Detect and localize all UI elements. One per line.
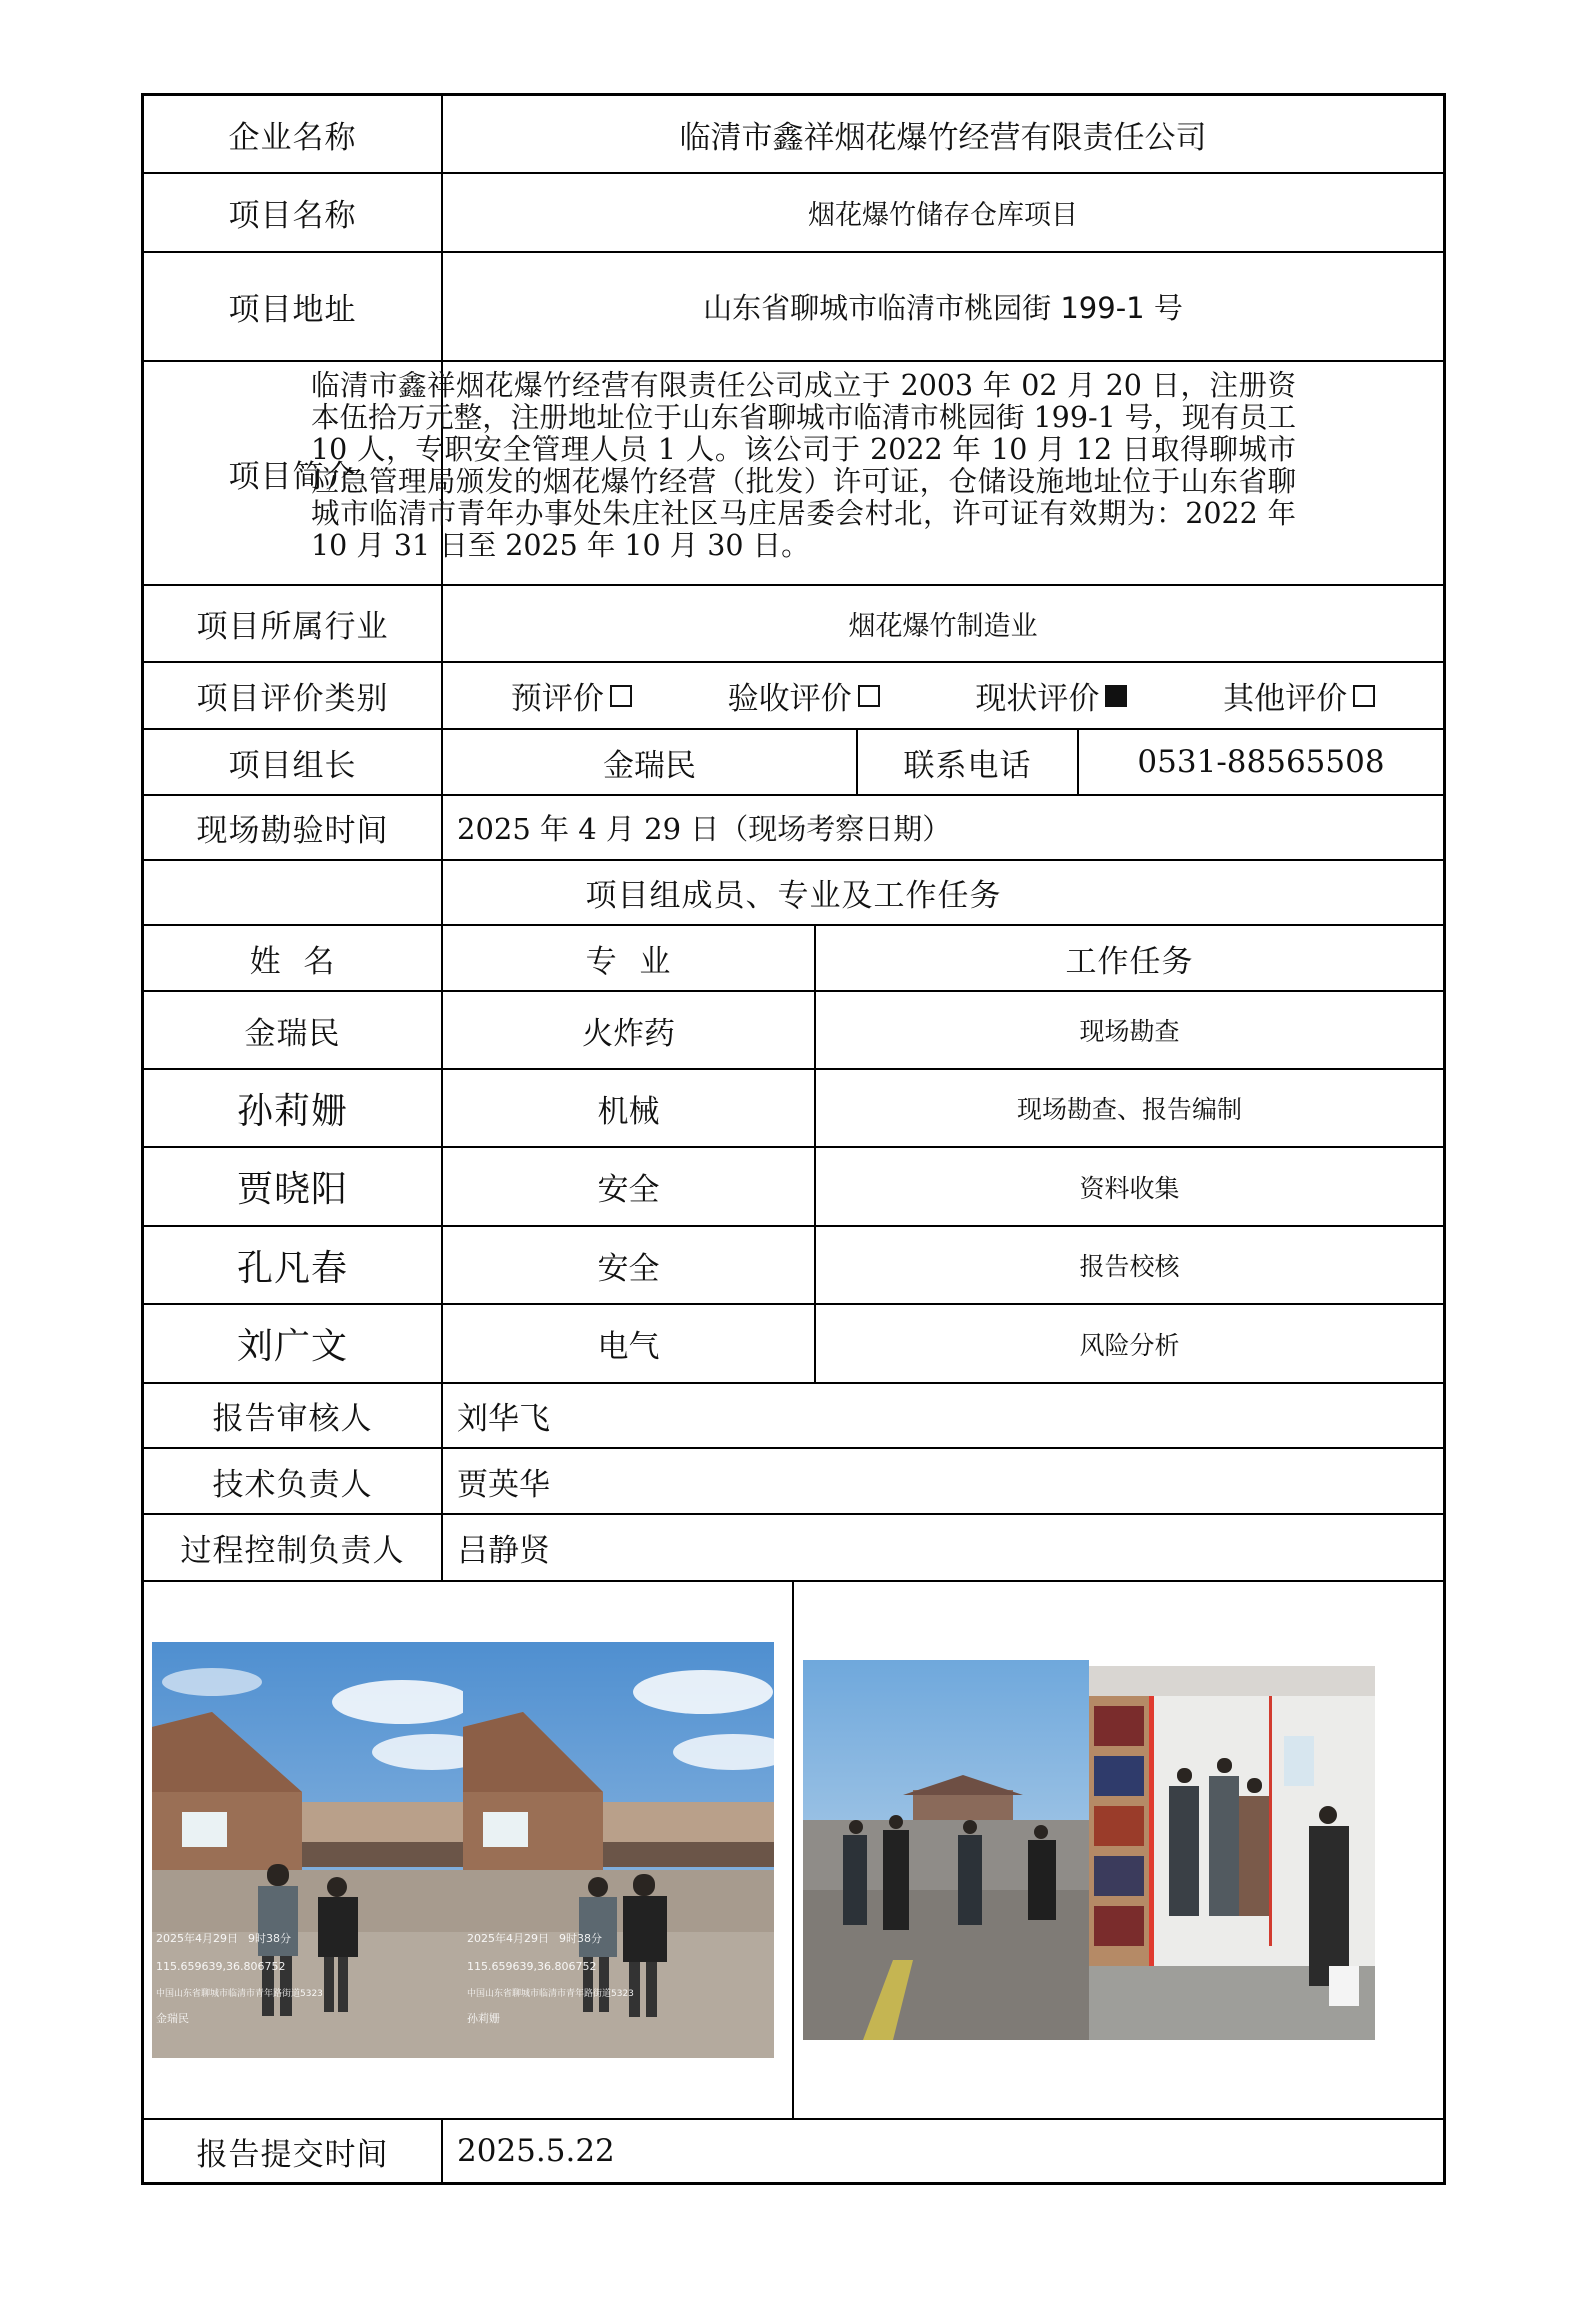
submit-label: 报告提交时间 — [196, 2136, 389, 2173]
project-label: 项目名称 — [228, 198, 357, 234]
site-photo-left-a — [152, 1642, 463, 2058]
member-major: 机械 — [597, 1093, 660, 1130]
eval-option-label: 其他评价 — [1223, 681, 1348, 717]
site-photo-left-b — [463, 1642, 774, 2058]
member-task: 报告校核 — [1079, 1252, 1180, 1281]
photo-coords: 115.659639,36.806752 — [467, 1960, 597, 1973]
eval-type-options — [443, 663, 1443, 728]
photo-coords: 115.659639,36.806752 — [156, 1960, 286, 1973]
photo-date: 2025年4月29日 — [467, 1932, 549, 1945]
survey-label: 现场勘验时间 — [196, 813, 389, 849]
phone-label: 联系电话 — [903, 747, 1032, 784]
member-task: 风险分析 — [1079, 1330, 1180, 1360]
audit-label: 报告审核人 — [212, 1401, 373, 1437]
header-major: 专 业 — [585, 943, 672, 980]
photo-date: 2025年4月29日 — [156, 1932, 238, 1945]
member-name: 金瑞民 — [244, 1015, 341, 1052]
survey-date: 2025 年 4 月 29 日（现场考察日期） — [457, 812, 952, 846]
project-address: 山东省聊城市临清市桃园街 199-1 号 — [703, 291, 1183, 325]
site-photo-right-b — [1089, 1666, 1375, 2040]
member-name: 孙莉姗 — [236, 1090, 348, 1132]
members-title: 项目组成员、专业及工作任务 — [585, 878, 1002, 914]
photo-address: 中国山东省聊城市临清市青年路街道5323 — [467, 1989, 634, 1999]
member-task: 现场勘查 — [1079, 1017, 1180, 1046]
eval-option-other[interactable] — [1223, 673, 1375, 718]
photo-address: 中国山东省聊城市临清市青年路街道5323 — [156, 1989, 323, 1999]
checkbox-icon — [1353, 685, 1375, 707]
photo-time: 9时38分 — [248, 1932, 291, 1945]
member-major: 电气 — [597, 1329, 660, 1365]
industry-label: 项目所属行业 — [196, 609, 389, 645]
member-task: 资料收集 — [1079, 1173, 1180, 1203]
phone-number: 0531-88565508 — [1137, 744, 1385, 780]
leader-label: 项目组长 — [228, 747, 357, 784]
eval-option-status[interactable] — [975, 673, 1127, 718]
eval-option-label: 预评价 — [510, 681, 604, 717]
member-major: 安全 — [597, 1172, 660, 1208]
site-photo-right-a — [803, 1660, 1089, 2040]
member-name: 孔凡春 — [236, 1247, 348, 1289]
eval-option-pre[interactable] — [511, 673, 632, 718]
member-name: 贾晓阳 — [236, 1169, 348, 1210]
process-value: 吕静贤 — [457, 1533, 550, 1569]
industry-value: 烟花爆竹制造业 — [848, 611, 1038, 642]
submit-date: 2025.5.22 — [457, 2133, 615, 2169]
audit-value: 刘华飞 — [457, 1401, 550, 1437]
photo-time: 9时38分 — [559, 1932, 602, 1945]
checkbox-icon — [858, 685, 880, 707]
leader-name: 金瑞民 — [603, 747, 696, 784]
address-label: 项目地址 — [228, 292, 357, 328]
eval-option-label: 现状评价 — [975, 681, 1100, 717]
tech-value: 贾英华 — [457, 1466, 550, 1503]
photo-person: 金瑞民 — [156, 2012, 189, 2025]
member-major: 安全 — [597, 1250, 660, 1287]
eval-type-label: 项目评价类别 — [196, 681, 389, 717]
company-name: 临清市鑫祥烟花爆竹经营有限责任公司 — [679, 119, 1207, 156]
photo-person: 孙莉姗 — [467, 2012, 500, 2025]
company-label: 企业名称 — [228, 119, 357, 156]
checkbox-checked-icon — [1105, 685, 1127, 707]
eval-option-acceptance[interactable] — [728, 673, 880, 718]
header-name: 姓 名 — [249, 943, 336, 980]
tech-label: 技术负责人 — [212, 1466, 373, 1503]
eval-option-label: 验收评价 — [727, 681, 852, 717]
header-task: 工作任务 — [1065, 943, 1194, 980]
member-major: 火炸药 — [582, 1015, 675, 1052]
member-name: 刘广文 — [236, 1326, 348, 1367]
checkbox-icon — [610, 685, 632, 707]
member-task: 现场勘查、报告编制 — [1016, 1095, 1242, 1124]
process-label: 过程控制负责人 — [180, 1533, 405, 1569]
project-intro: 临清市鑫祥烟花爆竹经营有限责任公司成立于 2003 年 02 月 20 日，注册资本伍拾万元整，注册地址位于山东省聊城市临清市桃园街 199-1 号，现有员工 10 人，专职安全管理人员 1 人。该公司于 2022 年 10 月 12 日取得聊城市应急管理局颁发的烟花爆竹经营（批发）许可证，仓储设施地址位于山东省聊城市临清市青年办事处朱庄社区马庄居委会村北，许可证有效期为：2022 年 10 月 31 日至 2025 年 10 月 30 日。 — [311, 369, 1296, 562]
project-name: 烟花爆竹储存仓库项目 — [808, 200, 1078, 231]
intro-label: 项目简介 — [228, 458, 357, 495]
